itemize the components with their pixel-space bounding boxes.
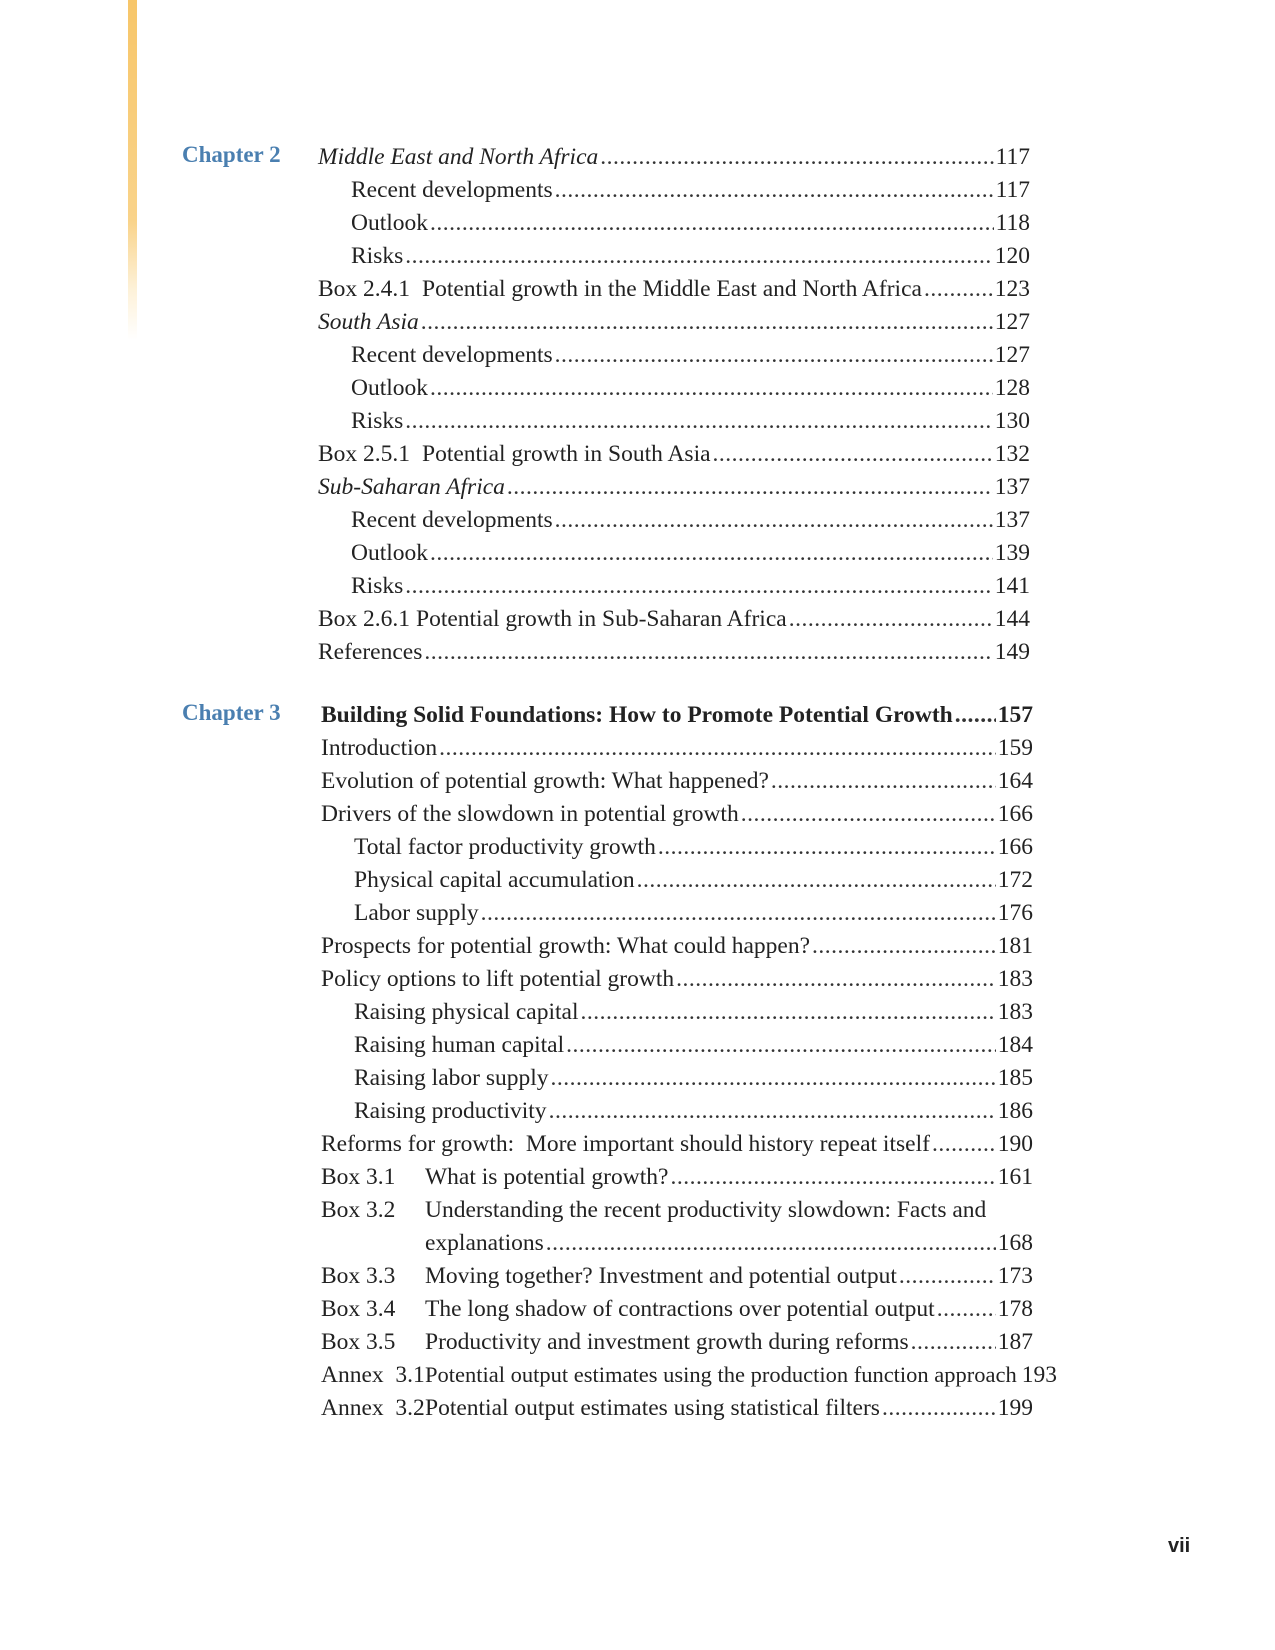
- toc-entry-title: Recent developments: [351, 342, 553, 368]
- toc-entry-title: Raising productivity: [354, 1098, 547, 1124]
- toc-entry-page: 183: [997, 999, 1033, 1025]
- toc-entry-sa-recent[interactable]: [351, 340, 1030, 370]
- toc-entry-annex-3-2[interactable]: [321, 1393, 1033, 1423]
- toc-entry-page: 130: [994, 408, 1030, 434]
- toc-entry-page: 139: [994, 540, 1030, 566]
- toc-entry-page: 164: [997, 768, 1033, 794]
- toc-entry-introduction[interactable]: [321, 733, 1033, 763]
- dot-leader: [670, 1162, 995, 1192]
- dot-leader: [812, 931, 996, 961]
- dot-leader: [555, 505, 993, 535]
- toc-entry-page: 127: [994, 342, 1030, 368]
- toc-entry-title: Potential growth in South Asia: [422, 441, 711, 467]
- toc-entry-box-3-1[interactable]: [321, 1162, 1033, 1192]
- dot-leader: [658, 832, 996, 862]
- toc-entry-page: 193: [1021, 1362, 1058, 1388]
- toc-entry-page: 137: [994, 507, 1030, 533]
- dot-leader: [911, 1327, 996, 1357]
- toc-entry-page: 157: [997, 702, 1033, 728]
- toc-entry-page: 144: [994, 606, 1030, 632]
- toc-entry-title: What is potential growth?: [425, 1164, 669, 1190]
- toc-entry-page: 123: [994, 276, 1030, 302]
- toc-entry-ssa-outlook[interactable]: [351, 538, 1030, 568]
- toc-entry-title-line2: explanations: [425, 1230, 544, 1256]
- dot-leader: [882, 1393, 996, 1423]
- toc-entry-page: 117: [995, 144, 1030, 170]
- toc-entry-box-2-4-1[interactable]: [318, 274, 1030, 304]
- dot-leader: [421, 307, 993, 337]
- dot-leader: [899, 1261, 996, 1291]
- toc-entry-page: 149: [994, 639, 1030, 665]
- toc-entry-title: Productivity and investment growth during reforms: [425, 1329, 909, 1355]
- toc-entry-raising-physical[interactable]: [354, 997, 1033, 1027]
- toc-entry-title: Outlook: [351, 540, 429, 566]
- toc-entry-title: Risks: [351, 243, 404, 269]
- toc-entry-title: Middle East and North Africa: [318, 144, 599, 170]
- toc-entry-title: Risks: [351, 573, 404, 599]
- toc-entry-title: Drivers of the slowdown in potential growth: [321, 801, 739, 827]
- toc-entry-page: 166: [997, 834, 1033, 860]
- toc-entry-title-line1: Understanding the recent productivity slowdown: Facts and: [425, 1197, 987, 1223]
- toc-entry-page: 118: [995, 210, 1030, 236]
- toc-entry-box-3-5[interactable]: [321, 1327, 1033, 1357]
- toc-entry-drivers[interactable]: [321, 799, 1033, 829]
- toc-entry-page: 173: [997, 1263, 1033, 1289]
- toc-entry-page: 137: [994, 474, 1030, 500]
- toc-entry-title: Risks: [351, 408, 404, 434]
- box-id: Box 3.4: [321, 1296, 396, 1322]
- toc-entry-box-3-2[interactable]: [321, 1195, 1033, 1225]
- toc-entry-title: South Asia: [318, 309, 419, 335]
- dot-leader: [555, 340, 993, 370]
- toc-entry-page: 181: [997, 933, 1033, 959]
- toc-entry-mena-recent[interactable]: [351, 175, 1030, 205]
- toc-entry-sa-risks[interactable]: [351, 406, 1030, 436]
- toc-entry-title: Reforms for growth: More important should history repeat itself: [321, 1131, 930, 1157]
- toc-entry-sa-outlook[interactable]: [351, 373, 1030, 403]
- dot-leader: [549, 1096, 996, 1126]
- dot-leader: [937, 1294, 996, 1324]
- toc-entry-title: The long shadow of contractions over potential output: [425, 1296, 935, 1322]
- box-id: Box 2.4.1: [318, 276, 411, 302]
- dot-leader: [424, 637, 992, 667]
- toc-entry-title: References: [318, 639, 423, 665]
- toc-entry-title: Raising human capital: [354, 1032, 565, 1058]
- dot-leader: [507, 472, 993, 502]
- chapter-3-label: Chapter 3: [182, 700, 281, 725]
- toc-entry-page: 183: [997, 966, 1033, 992]
- dot-leader: [637, 865, 996, 895]
- toc-entry-labor-supply[interactable]: [354, 898, 1033, 928]
- toc-entry-raising-productivity[interactable]: [354, 1096, 1033, 1126]
- toc-entry-box-3-3[interactable]: [321, 1261, 1033, 1291]
- toc-entry-title: Prospects for potential growth: What could happen?: [321, 933, 811, 959]
- dot-leader: [430, 373, 993, 403]
- dot-leader: [405, 571, 993, 601]
- dot-leader: [789, 604, 993, 634]
- annex-id: Annex 3.1: [321, 1362, 425, 1388]
- toc-entry-mena[interactable]: [318, 142, 1030, 172]
- dot-leader: [676, 964, 996, 994]
- box-id: Box 2.5.1: [318, 441, 411, 467]
- toc-entry-title: Raising physical capital: [354, 999, 579, 1025]
- toc-entry-title: Moving together? Investment and potential output: [425, 1263, 897, 1289]
- toc-entry-page: 190: [997, 1131, 1033, 1157]
- dot-leader: [600, 142, 993, 172]
- toc-entry-title: Potential output estimates using statistical filters: [425, 1395, 880, 1421]
- toc-entry-title: Recent developments: [351, 507, 553, 533]
- toc-entry-title: Potential growth in the Middle East and North Africa: [422, 276, 922, 302]
- dot-leader: [555, 175, 994, 205]
- dot-leader: [581, 997, 996, 1027]
- page-number: vii: [1168, 1535, 1191, 1557]
- toc-entry-title: Potential growth in Sub-Saharan Africa: [416, 606, 787, 632]
- toc-entry-title: Building Solid Foundations: How to Promote Potential Growth: [321, 702, 953, 728]
- toc-entry-title: Sub-Saharan Africa: [318, 474, 505, 500]
- toc-entry-page: 120: [994, 243, 1030, 269]
- toc-entry-box-2-6-1[interactable]: [318, 604, 1030, 634]
- toc-entry-page: 161: [997, 1164, 1033, 1190]
- toc-entry-evolution[interactable]: [321, 766, 1033, 796]
- dot-leader: [932, 1129, 996, 1159]
- accent-bar: [128, 0, 137, 340]
- toc-entry-page: 159: [997, 735, 1033, 761]
- toc-entry-title: Labor supply: [354, 900, 479, 926]
- dot-leader: [955, 700, 996, 730]
- dot-leader: [741, 799, 996, 829]
- toc-entry-title: Raising labor supply: [354, 1065, 549, 1091]
- toc-entry-ssa-risks[interactable]: [351, 571, 1030, 601]
- box-id: Box 2.6.1: [318, 606, 411, 632]
- toc-entry-annex-3-1[interactable]: [321, 1360, 1058, 1390]
- box-id: Box 3.1: [321, 1164, 396, 1190]
- toc-entry-page: 172: [997, 867, 1033, 893]
- dot-leader: [771, 766, 996, 796]
- toc-entry-raising-labor[interactable]: [354, 1063, 1033, 1093]
- toc-entry-title: Introduction: [321, 735, 438, 761]
- box-id: Box 3.3: [321, 1263, 396, 1289]
- toc-entry-page: 186: [997, 1098, 1033, 1124]
- annex-id: Annex 3.2: [321, 1395, 425, 1421]
- toc-entry-mena-outlook[interactable]: [351, 208, 1030, 238]
- toc-entry-policy[interactable]: [321, 964, 1033, 994]
- toc-entry-title: Recent developments: [351, 177, 553, 203]
- dot-leader: [405, 406, 993, 436]
- toc-entry-page: 178: [997, 1296, 1033, 1322]
- toc-entry-page: 132: [994, 441, 1030, 467]
- toc-entry-box-3-4[interactable]: [321, 1294, 1033, 1324]
- toc-entry-page: 187: [997, 1329, 1033, 1355]
- toc-entry-box-2-5-1[interactable]: [318, 439, 1030, 469]
- toc-entry-page: 127: [994, 309, 1030, 335]
- toc-entry-title: Policy options to lift potential growth: [321, 966, 675, 992]
- toc-entry-page: 184: [997, 1032, 1033, 1058]
- toc-entry-box-3-2-cont[interactable]: [425, 1228, 1033, 1258]
- dot-leader: [551, 1063, 996, 1093]
- toc-entry-page: 166: [997, 801, 1033, 827]
- toc-entry-south-asia[interactable]: [318, 307, 1030, 337]
- toc-entry-reforms[interactable]: [321, 1129, 1033, 1159]
- dot-leader: [924, 274, 993, 304]
- toc-entry-chapter-3-main[interactable]: [321, 700, 1033, 730]
- toc-entry-ssa[interactable]: [318, 472, 1030, 502]
- toc-entry-references[interactable]: [318, 637, 1030, 667]
- toc-entry-title: Total factor productivity growth: [354, 834, 656, 860]
- toc-entry-ssa-recent[interactable]: [351, 505, 1030, 535]
- toc-entry-page: 199: [997, 1395, 1033, 1421]
- dot-leader: [546, 1228, 996, 1258]
- toc-entry-raising-human[interactable]: [354, 1030, 1033, 1060]
- toc-entry-title: Physical capital accumulation: [354, 867, 635, 893]
- toc-entry-page: 176: [997, 900, 1033, 926]
- box-id: Box 3.2: [321, 1197, 396, 1223]
- dot-leader: [405, 241, 993, 271]
- dot-leader: [566, 1030, 996, 1060]
- toc-entry-page: 128: [994, 375, 1030, 401]
- dot-leader: [713, 439, 993, 469]
- toc-entry-physical-capital[interactable]: [354, 865, 1033, 895]
- dot-leader: [430, 208, 994, 238]
- toc-entry-title: Potential output estimates using the production function approach: [425, 1362, 1017, 1387]
- dot-leader: [430, 538, 993, 568]
- toc-entry-tfp[interactable]: [354, 832, 1033, 862]
- toc-entry-title: Outlook: [351, 210, 429, 236]
- dot-leader: [481, 898, 996, 928]
- toc-entry-title: Outlook: [351, 375, 429, 401]
- toc-entry-page: 117: [995, 177, 1030, 203]
- box-id: Box 3.5: [321, 1329, 396, 1355]
- toc-entry-mena-risks[interactable]: [351, 241, 1030, 271]
- toc-entry-title: Evolution of potential growth: What happened?: [321, 768, 769, 794]
- toc-entry-prospects[interactable]: [321, 931, 1033, 961]
- toc-entry-page: 168: [997, 1230, 1033, 1256]
- dot-leader: [439, 733, 996, 763]
- chapter-2-label: Chapter 2: [182, 142, 281, 167]
- toc-entry-page: 141: [994, 573, 1030, 599]
- toc-entry-page: 185: [997, 1065, 1033, 1091]
